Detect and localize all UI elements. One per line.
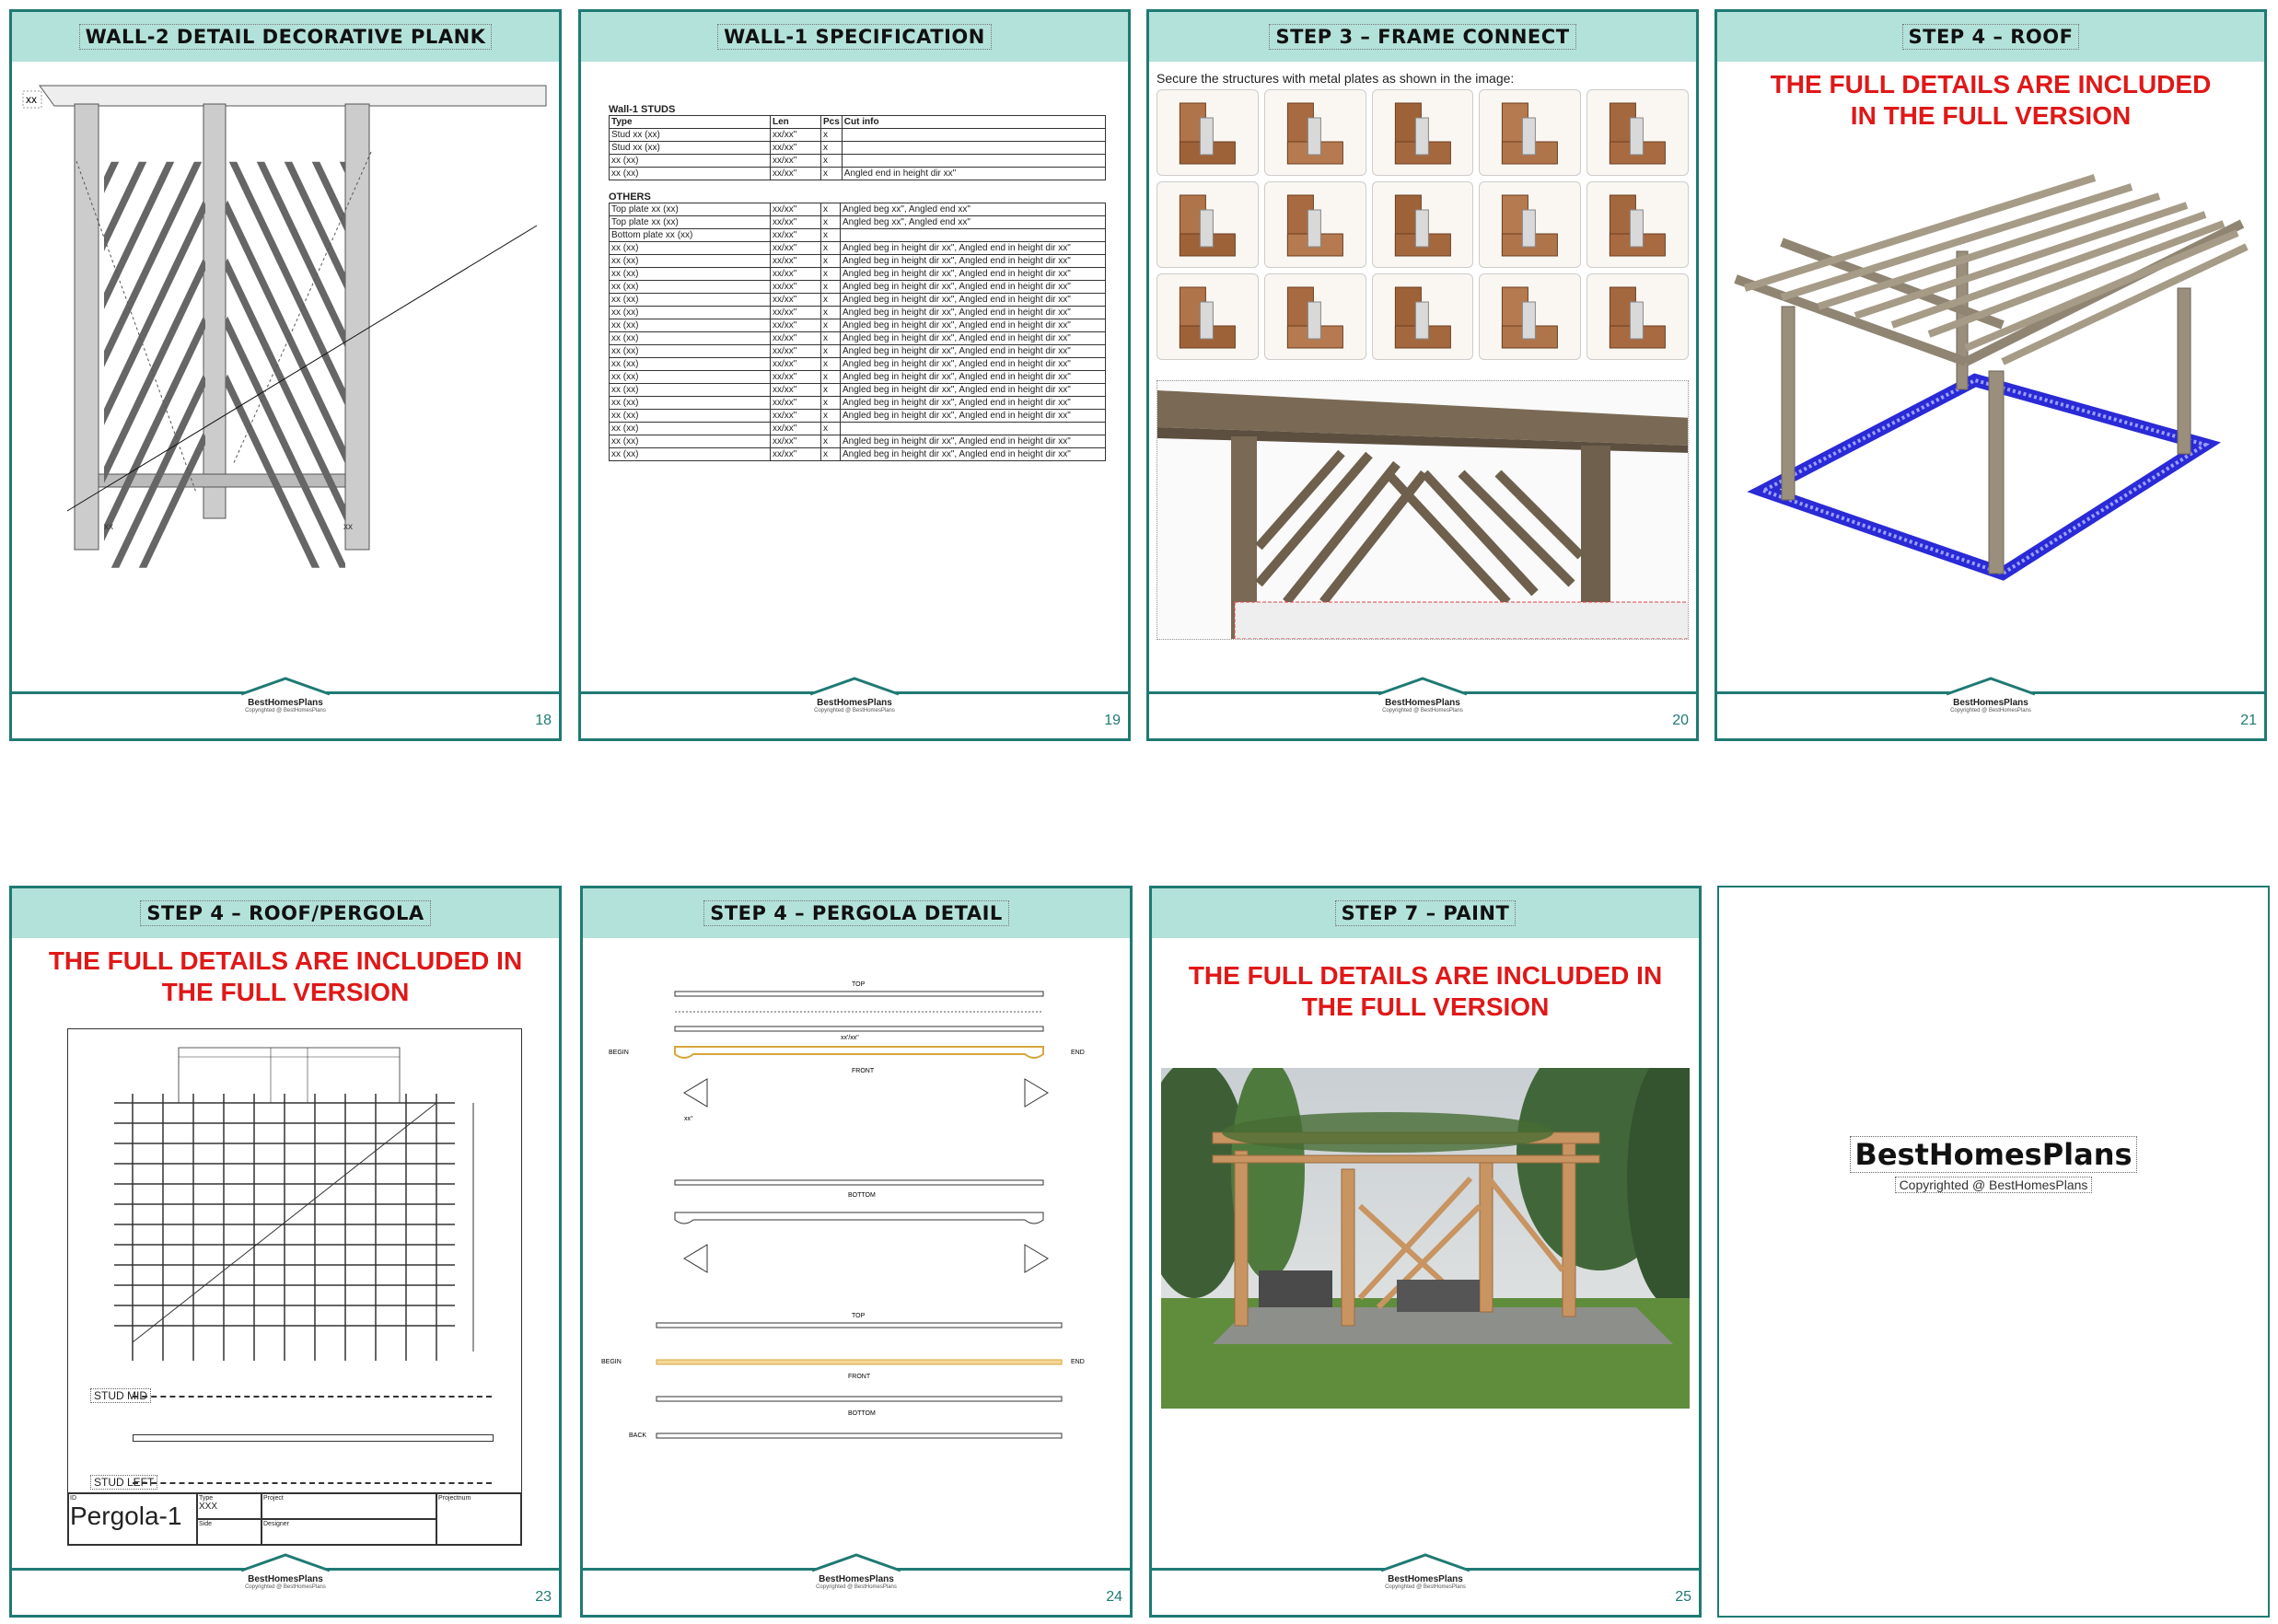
page-header [1149, 12, 1696, 62]
table-cell: xx (xx) [610, 345, 771, 358]
table-cell: xx (xx) [610, 242, 771, 255]
footer-copyright: Copyrighted @ BestHomesPlans [1950, 708, 2031, 713]
table-cell: x [821, 255, 841, 268]
page-footer [1152, 1568, 1699, 1615]
metal-plate-connector-image [1479, 273, 1581, 360]
page-title: STEP 4 – PERGOLA DETAIL [703, 900, 1009, 926]
table-row [610, 423, 1106, 435]
dim-label: xx [343, 522, 353, 532]
frame-connect-content [1156, 71, 1689, 687]
table-cell: xx (xx) [610, 358, 771, 371]
brand-logo [1379, 1552, 1471, 1611]
house-roof-icon [1379, 1552, 1471, 1572]
table-cell: x [821, 307, 841, 319]
full-version-notice: THE FULL DETAILS ARE INCLUDED IN THE FULL VERSION [1770, 70, 2212, 130]
table-cell: Angled beg in height dir xx", Angled end in height dir xx" [841, 294, 1106, 307]
tb-type-label: Type [199, 1495, 214, 1502]
table-cell: x [821, 129, 843, 142]
metal-plate-connector-image [1264, 89, 1366, 176]
table-row [610, 410, 1106, 423]
table-cell: Angled beg in height dir xx", Angled end in height dir xx" [841, 371, 1106, 384]
house-roof-icon [810, 1552, 902, 1572]
table-cell: x [821, 216, 841, 229]
wall-2-drawing [21, 69, 550, 687]
footer-copyright: Copyrighted @ BestHomesPlans [245, 708, 326, 713]
table-cell: xx (xx) [610, 168, 771, 180]
table-cell: xx/xx" [771, 294, 821, 307]
table-row [610, 345, 1106, 358]
roof-content [1726, 69, 2255, 687]
cover-branding [1719, 1136, 2268, 1194]
stud-mid-label: STUD MID [90, 1388, 151, 1403]
table-cell: Angled beg in height dir xx", Angled end in height dir xx" [841, 410, 1106, 423]
page-header [12, 12, 559, 62]
label-bottom: BOTTOM [848, 1410, 876, 1417]
table-cell: Angled beg in height dir xx", Angled end in height dir xx" [841, 242, 1106, 255]
table-cell: xx/xx" [771, 281, 821, 294]
full-version-notice: THE FULL DETAILS ARE INCLUDED IN THE FULL VERSION [1188, 961, 1663, 1021]
table-cell: xx (xx) [610, 448, 771, 461]
page-header [581, 12, 1128, 62]
table-cell: x [821, 319, 841, 332]
metal-plate-connector-image [1156, 89, 1259, 176]
table-cell: Angled beg in height dir xx", Angled end in height dir xx" [841, 268, 1106, 281]
studs-table [609, 115, 1106, 180]
tb-side-label: Side [197, 1519, 262, 1545]
table-row [610, 319, 1106, 332]
col-type: Type [610, 116, 771, 129]
table-row [610, 229, 1106, 242]
page-19 [578, 9, 1131, 741]
table-cell: xx (xx) [610, 255, 771, 268]
roof-pergola-content [21, 945, 550, 1563]
table-cell [842, 155, 1105, 168]
page-footer [581, 691, 1128, 738]
page-header [12, 888, 559, 938]
table-cell: xx (xx) [610, 332, 771, 345]
page-footer [1149, 691, 1696, 738]
table-cell: Stud xx (xx) [610, 142, 771, 155]
table-cell: Angled beg in height dir xx", Angled end in height dir xx" [841, 358, 1106, 371]
page-number: 20 [1672, 713, 1689, 728]
cover-copyright: Copyrighted @ BestHomesPlans [1895, 1177, 2093, 1193]
footer-brand: BestHomesPlans [819, 1574, 894, 1584]
tb-designer-label: Designer [262, 1519, 436, 1545]
brand-logo [1377, 676, 1469, 735]
table-cell: xx (xx) [610, 410, 771, 423]
page-18 [9, 9, 562, 741]
stud-mid-line [133, 1396, 492, 1398]
page-header [1717, 12, 2264, 62]
table-cell: xx (xx) [610, 307, 771, 319]
table-cell: x [821, 448, 841, 461]
metal-plate-connector-image [1372, 89, 1474, 176]
table-cell: Angled beg in height dir xx", Angled end in height dir xx" [841, 397, 1106, 410]
metal-plate-connector-image [1156, 181, 1259, 268]
table-cell: x [821, 168, 843, 180]
table-cell: Angled beg in height dir xx", Angled end in height dir xx" [841, 448, 1106, 461]
page-footer [583, 1568, 1130, 1615]
table-cell: xx/xx" [771, 129, 821, 142]
table-cell: Top plate xx (xx) [610, 203, 771, 216]
page-title: WALL-2 DETAIL DECORATIVE PLANK [79, 24, 493, 50]
decorative-plank-diagram [21, 69, 550, 686]
metal-plate-connector-image [1372, 181, 1474, 268]
metal-plate-connector-image [1264, 273, 1366, 360]
paint-content [1161, 960, 1690, 1563]
table-cell: xx (xx) [610, 319, 771, 332]
table-row [610, 203, 1106, 216]
back-cover [1717, 886, 2270, 1618]
metal-plate-connector-image [1156, 273, 1259, 360]
label-top: TOP [852, 981, 866, 988]
page-title: STEP 7 – PAINT [1335, 900, 1517, 926]
label-begin: BEGIN [601, 1359, 622, 1365]
page-24 [580, 886, 1133, 1618]
tb-id-label: ID [70, 1495, 76, 1502]
house-roof-icon [1377, 676, 1469, 696]
table-row [610, 142, 1106, 155]
table-cell: xx/xx" [771, 242, 821, 255]
table-cell: xx/xx" [771, 203, 821, 216]
footer-brand: BestHomesPlans [1388, 1574, 1463, 1584]
table-row [610, 384, 1106, 397]
page-20 [1146, 9, 1699, 741]
label-end: END [1071, 1050, 1085, 1056]
table-cell: xx/xx" [771, 397, 821, 410]
table-cell [842, 142, 1105, 155]
stud-bar [133, 1434, 494, 1442]
table-cell: Angled beg in height dir xx", Angled end in height dir xx" [841, 384, 1106, 397]
table-cell: xx/xx" [771, 371, 821, 384]
label-back: BACK [629, 1433, 647, 1439]
label-begin: BEGIN [609, 1050, 629, 1056]
brand-logo [810, 1552, 902, 1611]
dim-label: xx [104, 522, 113, 532]
table-cell: xx/xx" [771, 268, 821, 281]
table-cell: x [821, 268, 841, 281]
table-cell: x [821, 142, 843, 155]
page-21 [1714, 9, 2267, 741]
table-cell: xx/xx" [771, 307, 821, 319]
footer-copyright: Copyrighted @ BestHomesPlans [1385, 1584, 1466, 1590]
label-front: FRONT [852, 1068, 875, 1074]
page-number: 24 [1106, 1589, 1122, 1605]
page-number: 25 [1675, 1589, 1691, 1605]
table-cell: xx/xx" [771, 332, 821, 345]
roof-3d-render [1726, 141, 2255, 638]
table-row [610, 129, 1106, 142]
metal-plate-connector-image [1586, 273, 1689, 360]
table-cell: Angled end in height dir xx" [842, 168, 1105, 180]
table-cell: xx/xx" [771, 345, 821, 358]
table-cell: Angled beg in height dir xx", Angled end in height dir xx" [841, 319, 1106, 332]
table-cell: xx (xx) [610, 423, 771, 435]
page-number: 18 [535, 713, 552, 728]
table-cell: Stud xx (xx) [610, 129, 771, 142]
page-title: STEP 4 – ROOF/PERGOLA [140, 900, 430, 926]
spec-tables [609, 104, 1119, 687]
frame-render [1156, 380, 1689, 640]
table-cell: xx/xx" [771, 255, 821, 268]
table-cell: x [821, 384, 841, 397]
metal-plate-connector-image [1479, 89, 1581, 176]
page-footer [12, 691, 559, 738]
page-footer [12, 1568, 559, 1615]
footer-copyright: Copyrighted @ BestHomesPlans [814, 708, 895, 713]
house-roof-icon [808, 676, 901, 696]
stud-left-line [133, 1482, 492, 1484]
table-cell: xx/xx" [771, 423, 821, 435]
footer-brand: BestHomesPlans [1385, 698, 1460, 708]
table-cell: xx/xx" [771, 142, 821, 155]
table-cell: x [821, 229, 841, 242]
dim-label: xx'/xx" [841, 1035, 859, 1041]
table-cell: x [821, 358, 841, 371]
table-cell: xx (xx) [610, 435, 771, 448]
table-cell: xx (xx) [610, 268, 771, 281]
table-cell: xx/xx" [771, 229, 821, 242]
brand-logo [1945, 676, 2037, 735]
others-heading: OTHERS [609, 191, 651, 203]
label-top: TOP [852, 1313, 866, 1319]
table-cell [842, 129, 1105, 142]
table-cell: x [821, 435, 841, 448]
table-row [610, 155, 1106, 168]
table-cell: x [821, 242, 841, 255]
house-roof-icon [239, 676, 331, 696]
table-row [610, 332, 1106, 345]
table-row [610, 397, 1106, 410]
table-row [610, 268, 1106, 281]
table-row [610, 307, 1106, 319]
footer-brand: BestHomesPlans [817, 698, 892, 708]
pergola-garden-render [1161, 1068, 1690, 1409]
table-cell: Angled beg xx", Angled end xx" [841, 203, 1106, 216]
footer-brand: BestHomesPlans [248, 1574, 323, 1584]
page-header [583, 888, 1130, 938]
table-cell: xx/xx" [771, 384, 821, 397]
table-cell: xx/xx" [771, 448, 821, 461]
table-cell: x [821, 345, 841, 358]
table-cell: xx/xx" [771, 216, 821, 229]
corner-label: xx [26, 93, 37, 106]
metal-plate-connector-image [1586, 89, 1689, 176]
house-roof-icon [1945, 676, 2037, 696]
angle-label: xx° [684, 1116, 693, 1122]
page-title: STEP 4 – ROOF [1902, 24, 2080, 50]
pergola-corner-render [1157, 381, 1689, 639]
title-block [68, 1492, 521, 1545]
table-cell: x [821, 410, 841, 423]
label-end: END [1071, 1359, 1085, 1365]
table-row [610, 281, 1106, 294]
table-cell: xx/xx" [771, 358, 821, 371]
table-row [610, 242, 1106, 255]
pergola-detail-content [592, 945, 1121, 1563]
metal-plate-connector-image [1586, 181, 1689, 268]
label-bottom: BOTTOM [848, 1192, 876, 1199]
table-row [610, 294, 1106, 307]
table-cell: xx/xx" [771, 319, 821, 332]
col-pcs: Pcs [821, 116, 843, 129]
table-cell: x [821, 371, 841, 384]
brand-logo [808, 676, 901, 735]
table-cell: x [821, 155, 843, 168]
table-cell: Angled beg in height dir xx", Angled end in height dir xx" [841, 332, 1106, 345]
table-cell: x [821, 397, 841, 410]
cover-brand: BestHomesPlans [1850, 1136, 2136, 1173]
table-cell: x [821, 423, 841, 435]
page-footer [1717, 691, 2264, 738]
pergola-detail-drawing [592, 945, 1121, 1562]
table-cell: Angled beg xx", Angled end xx" [841, 216, 1106, 229]
col-cut: Cut info [842, 116, 1105, 129]
page-header [1152, 888, 1699, 938]
table-cell: xx (xx) [610, 371, 771, 384]
col-len: Len [771, 116, 821, 129]
footer-copyright: Copyrighted @ BestHomesPlans [245, 1584, 326, 1590]
table-cell: Angled beg in height dir xx", Angled end in height dir xx" [841, 435, 1106, 448]
table-cell: Bottom plate xx (xx) [610, 229, 771, 242]
frame-instruction: Secure the structures with metal plates as shown in the image: [1156, 71, 1515, 86]
table-cell: xx (xx) [610, 384, 771, 397]
brand-logo [239, 1552, 331, 1611]
footer-brand: BestHomesPlans [248, 698, 323, 708]
tb-projectnum-label: Projectnum [436, 1493, 521, 1545]
footer-brand: BestHomesPlans [1953, 698, 2028, 708]
table-cell: xx/xx" [771, 155, 821, 168]
table-row [610, 168, 1106, 180]
metal-plate-grid [1156, 89, 1689, 360]
tb-type-value: XXX [199, 1502, 218, 1512]
table-cell [841, 229, 1106, 242]
metal-plate-connector-image [1264, 181, 1366, 268]
table-cell: Angled beg in height dir xx", Angled end in height dir xx" [841, 345, 1106, 358]
table-cell: xx/xx" [771, 410, 821, 423]
page-23 [9, 886, 562, 1618]
table-row [610, 216, 1106, 229]
table-cell: xx/xx" [771, 435, 821, 448]
brand-logo [239, 676, 331, 735]
page-title: STEP 3 – FRAME CONNECT [1269, 24, 1575, 50]
table-row [610, 435, 1106, 448]
table-cell: x [821, 203, 841, 216]
tb-id-value: Pergola-1 [70, 1502, 182, 1530]
table-cell: x [821, 332, 841, 345]
table-cell: xx (xx) [610, 397, 771, 410]
page-number: 21 [2240, 713, 2257, 728]
table-cell [841, 423, 1106, 435]
page-number: 19 [1104, 713, 1121, 728]
table-cell: xx (xx) [610, 155, 771, 168]
house-roof-icon [239, 1552, 331, 1572]
footer-copyright: Copyrighted @ BestHomesPlans [1382, 708, 1463, 713]
metal-plate-connector-image [1479, 181, 1581, 268]
table-cell: x [821, 294, 841, 307]
others-table [609, 203, 1106, 461]
table-cell: Angled beg in height dir xx", Angled end in height dir xx" [841, 255, 1106, 268]
table-cell: Angled beg in height dir xx", Angled end in height dir xx" [841, 307, 1106, 319]
label-front: FRONT [848, 1374, 871, 1380]
table-cell: Angled beg in height dir xx", Angled end in height dir xx" [841, 281, 1106, 294]
table-row [610, 371, 1106, 384]
pergola-drawing-sheet [67, 1028, 522, 1546]
metal-plate-connector-image [1372, 273, 1474, 360]
page-title: WALL-1 SPECIFICATION [717, 24, 992, 50]
studs-heading: Wall-1 STUDS [609, 104, 676, 115]
table-cell: Top plate xx (xx) [610, 216, 771, 229]
table-cell: x [821, 281, 841, 294]
page-number: 23 [535, 1589, 552, 1605]
table-cell: xx (xx) [610, 281, 771, 294]
page-25 [1149, 886, 1702, 1618]
full-version-notice: THE FULL DETAILS ARE INCLUDED IN THE FULL VERSION [48, 946, 523, 1006]
table-cell: xx (xx) [610, 294, 771, 307]
stud-left-label: STUD LEFT [90, 1475, 157, 1490]
table-row [610, 255, 1106, 268]
footer-copyright: Copyrighted @ BestHomesPlans [816, 1584, 897, 1590]
table-row [610, 448, 1106, 461]
table-row [610, 358, 1106, 371]
table-cell: xx/xx" [771, 168, 821, 180]
tb-project-label: Project [262, 1493, 436, 1519]
